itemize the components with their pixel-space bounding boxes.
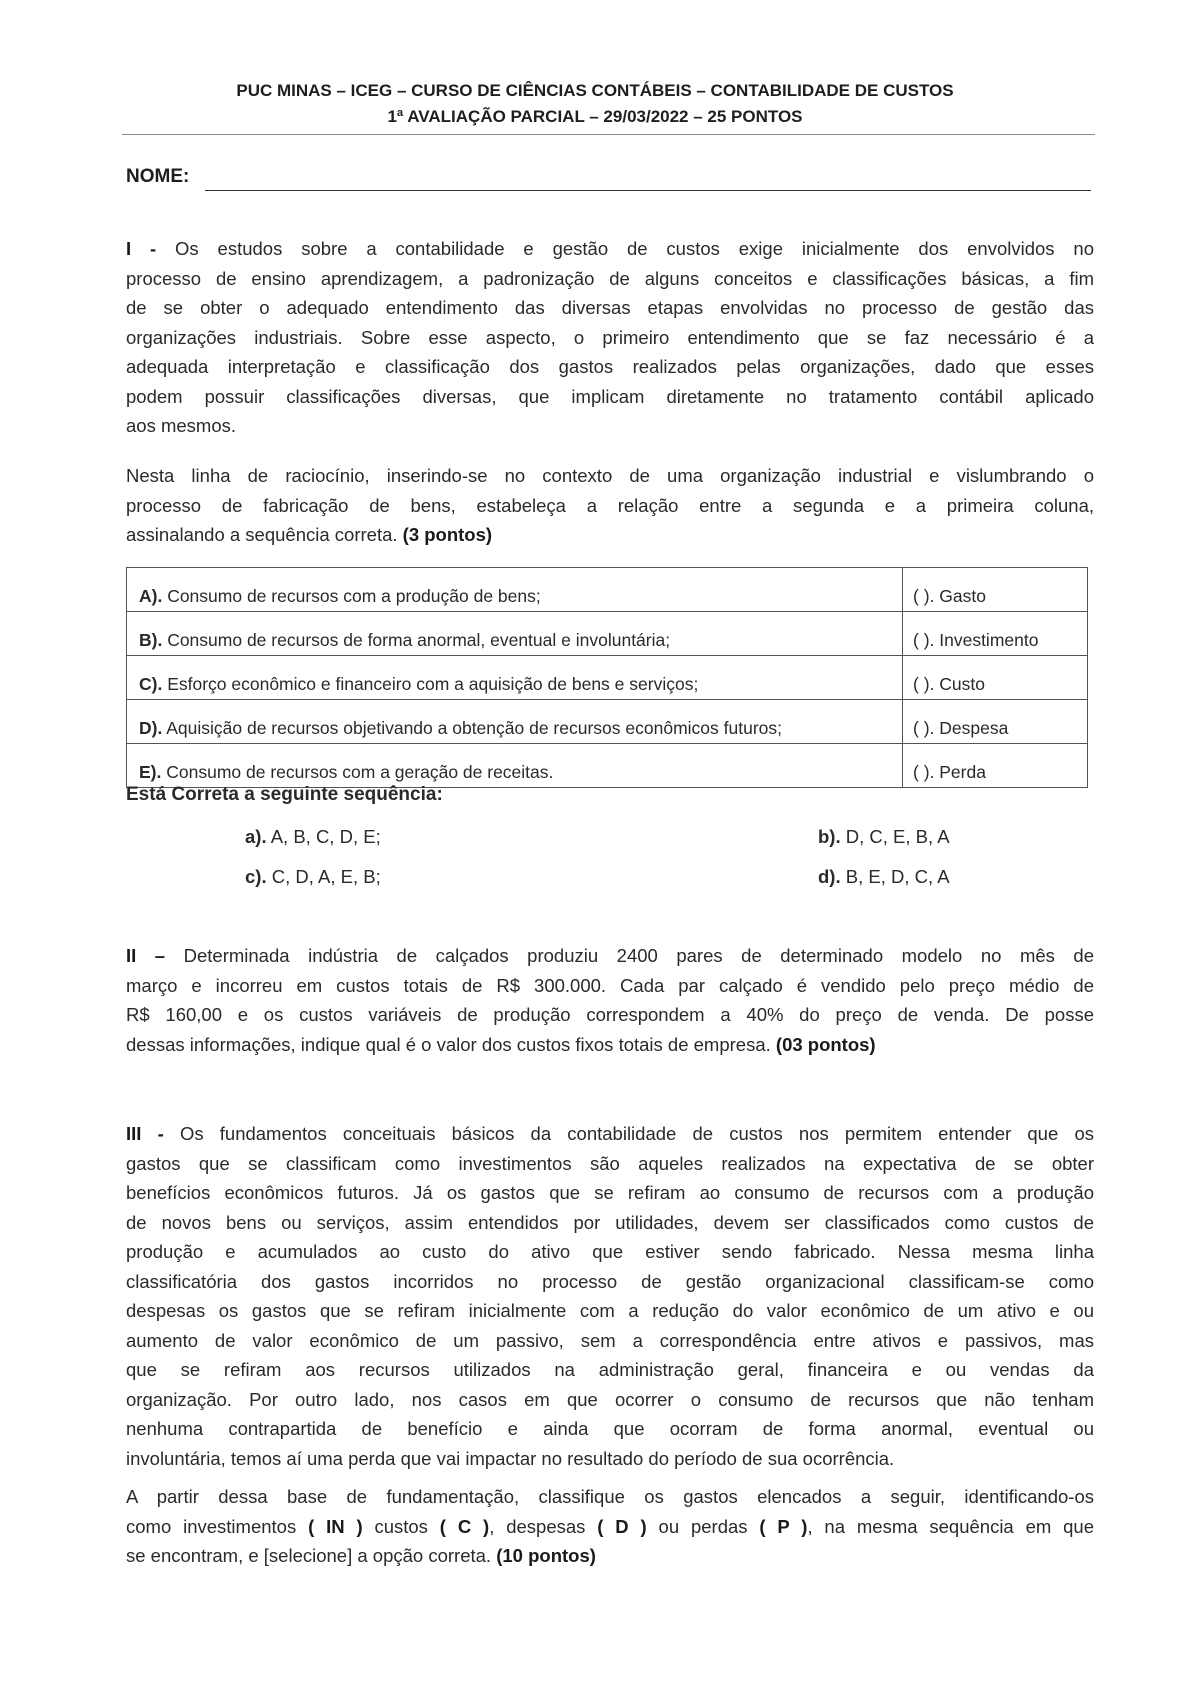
answer-cell[interactable] [903, 656, 1088, 700]
text-segment: Os estudos sobre a contabilidade e gestão de custos exige inicialmente dos envolvidos no [156, 238, 1094, 259]
text-segment: dessas informações, indique qual é o valor dos custos fixos totais de empresa. [126, 1033, 776, 1055]
text-segment: se encontram, e [selecione] a opção correta. [126, 1545, 497, 1566]
text-line [126, 520, 1094, 550]
answer-cell[interactable] [903, 700, 1088, 744]
option-key: d). [818, 866, 841, 887]
text-segment: Os fundamentos conceituais básicos da contabilidade de custos nos permitem entender que os [163, 1123, 1094, 1144]
text-line [126, 1385, 1094, 1415]
row-answer: ( ). Gasto [913, 586, 986, 606]
text-line [126, 293, 1094, 323]
text-segment: que se refiram aos recursos utilizados na administração geral, financeira e ou vendas da [126, 1359, 1094, 1380]
option-text: C, D, A, E, B; [266, 866, 381, 887]
question-3-instruction [126, 1482, 1094, 1571]
text-segment: classificatória dos gastos incorridos no processo de gestão organizacional classificam-se como [126, 1270, 1094, 1292]
name-input-line[interactable] [205, 190, 1091, 191]
table-row [127, 656, 1088, 700]
table-row [127, 744, 1088, 788]
row-description: Consumo de recursos com a geração de receitas. [161, 762, 554, 782]
name-label: NOME: [126, 166, 190, 187]
text-segment: gastos que se classificam como investimentos são aqueles realizados na expectativa de se obter [126, 1152, 1094, 1174]
answer-cell[interactable] [903, 568, 1088, 612]
text-line [126, 1178, 1094, 1208]
description-cell [127, 612, 903, 656]
row-key: B). [139, 630, 163, 650]
row-answer: ( ). Perda [913, 762, 986, 782]
option-key: b). [818, 826, 841, 847]
text-line [126, 1296, 1094, 1326]
row-answer: ( ). Despesa [913, 718, 1009, 738]
text-segment: de se obter o adequado entendimento das diversas etapas envolvidas no processo de gestão das [126, 297, 1094, 318]
text-line [126, 1030, 1094, 1060]
text-line [126, 1512, 1094, 1542]
text-line [126, 461, 1094, 491]
text-segment: Nesta linha de raciocínio, inserindo-se no contexto de uma organização industrial e vislumbrando o [126, 465, 1094, 486]
text-line [126, 411, 1094, 441]
option-key: a). [245, 826, 267, 847]
text-line [126, 1444, 1094, 1474]
sequence-label: Está Correta a seguinte sequência: [126, 784, 443, 805]
text-segment: aos mesmos. [126, 415, 237, 436]
row-key: C). [139, 674, 163, 694]
row-description: Consumo de recursos com a produção de bens; [162, 586, 541, 606]
text-segment: de novos bens ou serviços, assim entendidos por utilidades, devem ser classificados como custos de [126, 1211, 1094, 1233]
bold-text: ( P ) [759, 1515, 808, 1537]
row-description: Esforço econômico e financeiro com a aquisição de bens e serviços; [162, 674, 699, 694]
text-segment: despesas os gastos que se refiram inicialmente com a redução do valor econômico de um ativo e ou [126, 1300, 1094, 1321]
text-line [126, 1414, 1094, 1444]
text-line [126, 382, 1094, 412]
option-d[interactable] [818, 866, 950, 888]
text-line [126, 234, 1094, 264]
row-key: D). [139, 718, 163, 738]
question-1-intro [126, 234, 1094, 441]
text-segment: podem possuir classificações diversas, que implicam diretamente no tratamento contábil aplicado [126, 385, 1094, 407]
row-key: E). [139, 762, 162, 782]
text-line [126, 1208, 1094, 1238]
text-line [126, 264, 1094, 294]
text-line [126, 971, 1094, 1001]
row-answer: ( ). Investimento [913, 630, 1039, 650]
header-exam-info: 1ª AVALIAÇÃO PARCIAL – 29/03/2022 – 25 PONTOS [387, 107, 803, 126]
text-segment: organizações industriais. Sobre esse aspecto, o primeiro entendimento que se faz necessário é a [126, 326, 1094, 348]
text-segment: custos [362, 1515, 440, 1537]
description-cell [127, 700, 903, 744]
text-line [126, 1237, 1094, 1267]
text-segment: aumento de valor econômico de um passivo, sem a correspondência entre ativos e passivos, mas [126, 1329, 1094, 1351]
option-text: B, E, D, C, A [840, 866, 950, 887]
bold-text: ( C ) [439, 1515, 490, 1537]
bold-text: (10 pontos) [496, 1545, 596, 1566]
text-line [126, 941, 1094, 971]
description-cell [127, 656, 903, 700]
text-segment: como investimentos [126, 1515, 309, 1537]
description-cell [127, 744, 903, 788]
row-key: A). [139, 586, 163, 606]
option-c[interactable] [245, 866, 381, 888]
matching-table [126, 567, 1088, 788]
text-segment: processo de ensino aprendizagem, a padronização de alguns conceitos e classificações básicas, a fim [126, 267, 1094, 289]
text-segment: Determinada indústria de calçados produziu 2400 pares de determinado modelo no mês de [165, 945, 1094, 966]
row-description: Consumo de recursos de forma anormal, eventual e involuntária; [162, 630, 671, 650]
header-institution: PUC MINAS – ICEG – CURSO DE CIÊNCIAS CONTÁBEIS – CONTABILIDADE DE CUSTOS [236, 81, 954, 100]
question-1-instruction [126, 461, 1094, 550]
bold-text: III - [126, 1123, 164, 1144]
text-line [126, 1355, 1094, 1385]
table-row [127, 612, 1088, 656]
text-line [126, 1326, 1094, 1356]
text-segment: assinalando a sequência correta. [126, 524, 403, 545]
table-row [127, 700, 1088, 744]
answer-cell[interactable] [903, 744, 1088, 788]
text-line [126, 1119, 1094, 1149]
text-segment: organização. Por outro lado, nos casos em que ocorrer o consumo de recursos que não tenham [126, 1388, 1094, 1410]
text-segment: R$ 160,00 e os custos variáveis de produção correspondem a 40% do preço de venda. De posse [126, 1004, 1094, 1025]
text-line [126, 1267, 1094, 1297]
row-description: Aquisição de recursos objetivando a obtenção de recursos econômicos futuros; [162, 718, 782, 738]
option-a[interactable] [245, 826, 381, 848]
text-segment: , na mesma sequência em que [807, 1515, 1094, 1537]
answer-cell[interactable] [903, 612, 1088, 656]
bold-text: ( D ) [597, 1515, 647, 1537]
bold-text: I - [126, 238, 157, 259]
text-segment: benefícios econômicos futuros. Já os gastos que se refiram ao consumo de recursos com a produção [126, 1182, 1094, 1203]
text-segment: involuntária, temos aí uma perda que vai impactar no resultado do período de sua ocorrência. [126, 1447, 895, 1469]
text-line [126, 1149, 1094, 1179]
text-line [126, 1000, 1094, 1030]
option-text: A, B, C, D, E; [266, 826, 381, 847]
question-3-intro [126, 1119, 1094, 1473]
text-line [126, 1482, 1094, 1512]
text-segment: produção e acumulados ao custo do ativo que estiver sendo fabricado. Nessa mesma linha [126, 1241, 1094, 1262]
text-segment: ou perdas [646, 1515, 760, 1537]
header-divider [122, 134, 1095, 135]
option-b[interactable] [818, 826, 950, 848]
bold-text: (03 pontos) [775, 1033, 876, 1055]
text-segment: adequada interpretação e classificação dos gastos realizados pelas organizações, dado que esses [126, 356, 1094, 377]
bold-text: (3 pontos) [402, 524, 493, 545]
text-line [126, 491, 1094, 521]
bold-text: ( IN ) [308, 1515, 363, 1537]
text-line [126, 1541, 1094, 1571]
text-segment: nenhuma contrapartida de benefício e ainda que ocorram de forma anormal, eventual ou [126, 1418, 1094, 1439]
text-segment: A partir dessa base de fundamentação, classifique os gastos elencados a seguir, identificando-os [126, 1486, 1094, 1507]
option-key: c). [245, 866, 267, 887]
text-line [126, 352, 1094, 382]
text-segment: processo de fabricação de bens, estabeleça a relação entre a segunda e a primeira coluna, [126, 494, 1094, 516]
table-row [127, 568, 1088, 612]
description-cell [127, 568, 903, 612]
row-answer: ( ). Custo [913, 674, 985, 694]
text-segment: , despesas [489, 1515, 598, 1537]
text-segment: março e incorreu em custos totais de R$ 300.000. Cada par calçado é vendido pelo preço médio de [126, 974, 1094, 996]
question-2 [126, 941, 1094, 1059]
option-text: D, C, E, B, A [840, 826, 950, 847]
text-line [126, 323, 1094, 353]
bold-text: II – [126, 945, 166, 966]
